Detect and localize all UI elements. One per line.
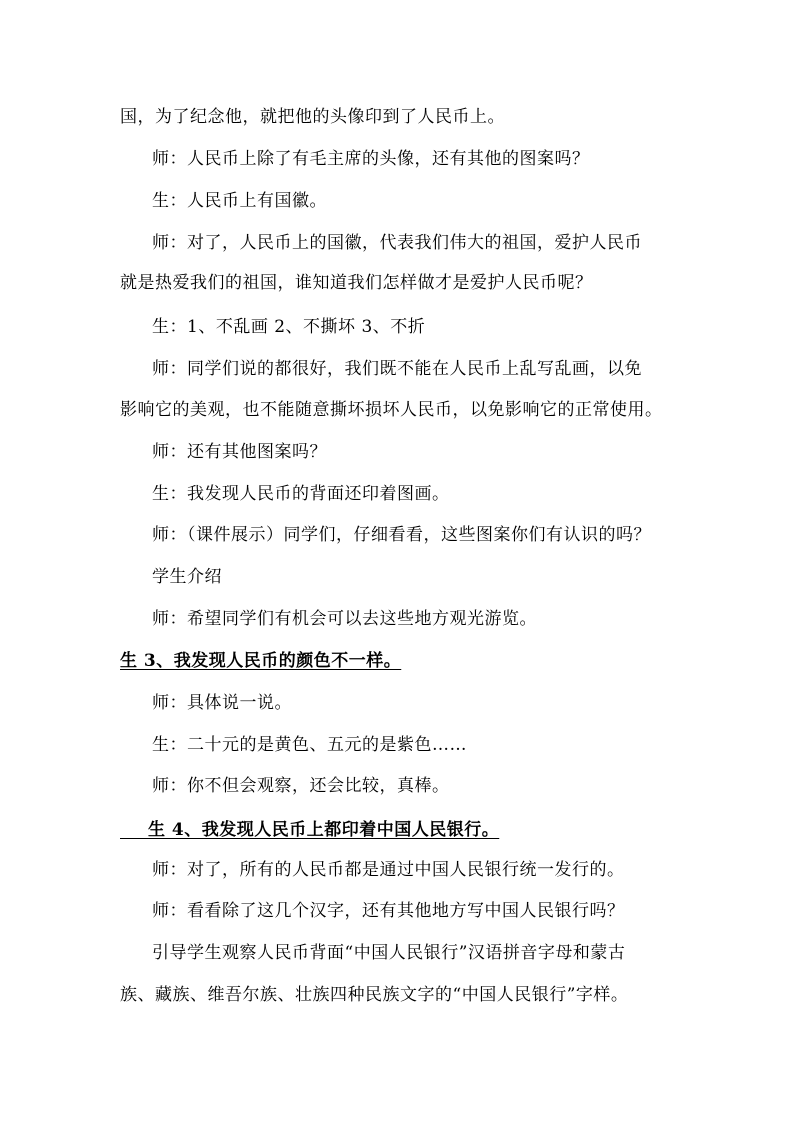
paragraph-line: 师：还有其他图案吗？ xyxy=(152,442,327,462)
paragraph-line: 就是热爱我们的祖国，谁知道我们怎样做才是爱护人民币呢？ xyxy=(120,273,593,293)
paragraph-line: 师：对了，人民币上的国徽，代表我们伟大的祖国，爱护人民币 xyxy=(152,233,642,253)
paragraph-line: 师：你不但会观察，还会比较，真棒。 xyxy=(152,776,450,796)
bold-heading-line xyxy=(120,819,499,841)
paragraph-line: 生：我发现人民币的背面还印着图画。 xyxy=(152,484,450,504)
paragraph-line: 师：看看除了这几个汉字，还有其他地方写中国人民银行吗？ xyxy=(152,901,625,921)
underline-indent xyxy=(120,820,148,839)
paragraph-line: 生：人民币上有国徽。 xyxy=(152,191,327,211)
paragraph-line: 生：二十元的是黄色、五元的是紫色…… xyxy=(152,735,467,755)
paragraph-line: 国，为了纪念他，就把他的头像印到了人民币上。 xyxy=(120,107,505,127)
paragraph-line: 师：（课件展示）同学们，仔细看看，这些图案你们有认识的吗？ xyxy=(152,525,651,545)
paragraph-line: 师：同学们说的都很好，我们既不能在人民币上乱写乱画，以免 xyxy=(152,359,642,379)
paragraph-line: 影响它的美观，也不能随意撕坏损坏人民币，以免影响它的正常使用。 xyxy=(120,400,663,420)
bold-heading-text: 生 4、我发现人民币上都印着中国人民银行。 xyxy=(148,820,500,840)
paragraph-line: 师：具体说一说。 xyxy=(152,693,292,713)
paragraph-line: 族、藏族、维吾尔族、壮族四种民族文字的“中国人民银行”字样。 xyxy=(120,985,629,1005)
bold-heading-line: 生 3、我发现人民币的颜色不一样。 xyxy=(120,651,402,671)
paragraph-line: 师：人民币上除了有毛主席的头像，还有其他的图案吗？ xyxy=(152,149,590,169)
paragraph-line: 师：对了，所有的人民币都是通过中国人民银行统一发行的。 xyxy=(152,860,625,880)
paragraph-line: 师：希望同学们有机会可以去这些地方观光游览。 xyxy=(152,609,537,629)
paragraph-line: 学生介绍 xyxy=(152,567,222,587)
paragraph-line: 引导学生观察人民币背面“中国人民银行”汉语拼音字母和蒙古 xyxy=(152,943,626,963)
paragraph-line: 生：1、不乱画 2、不撕坏 3、不折 xyxy=(152,317,426,337)
